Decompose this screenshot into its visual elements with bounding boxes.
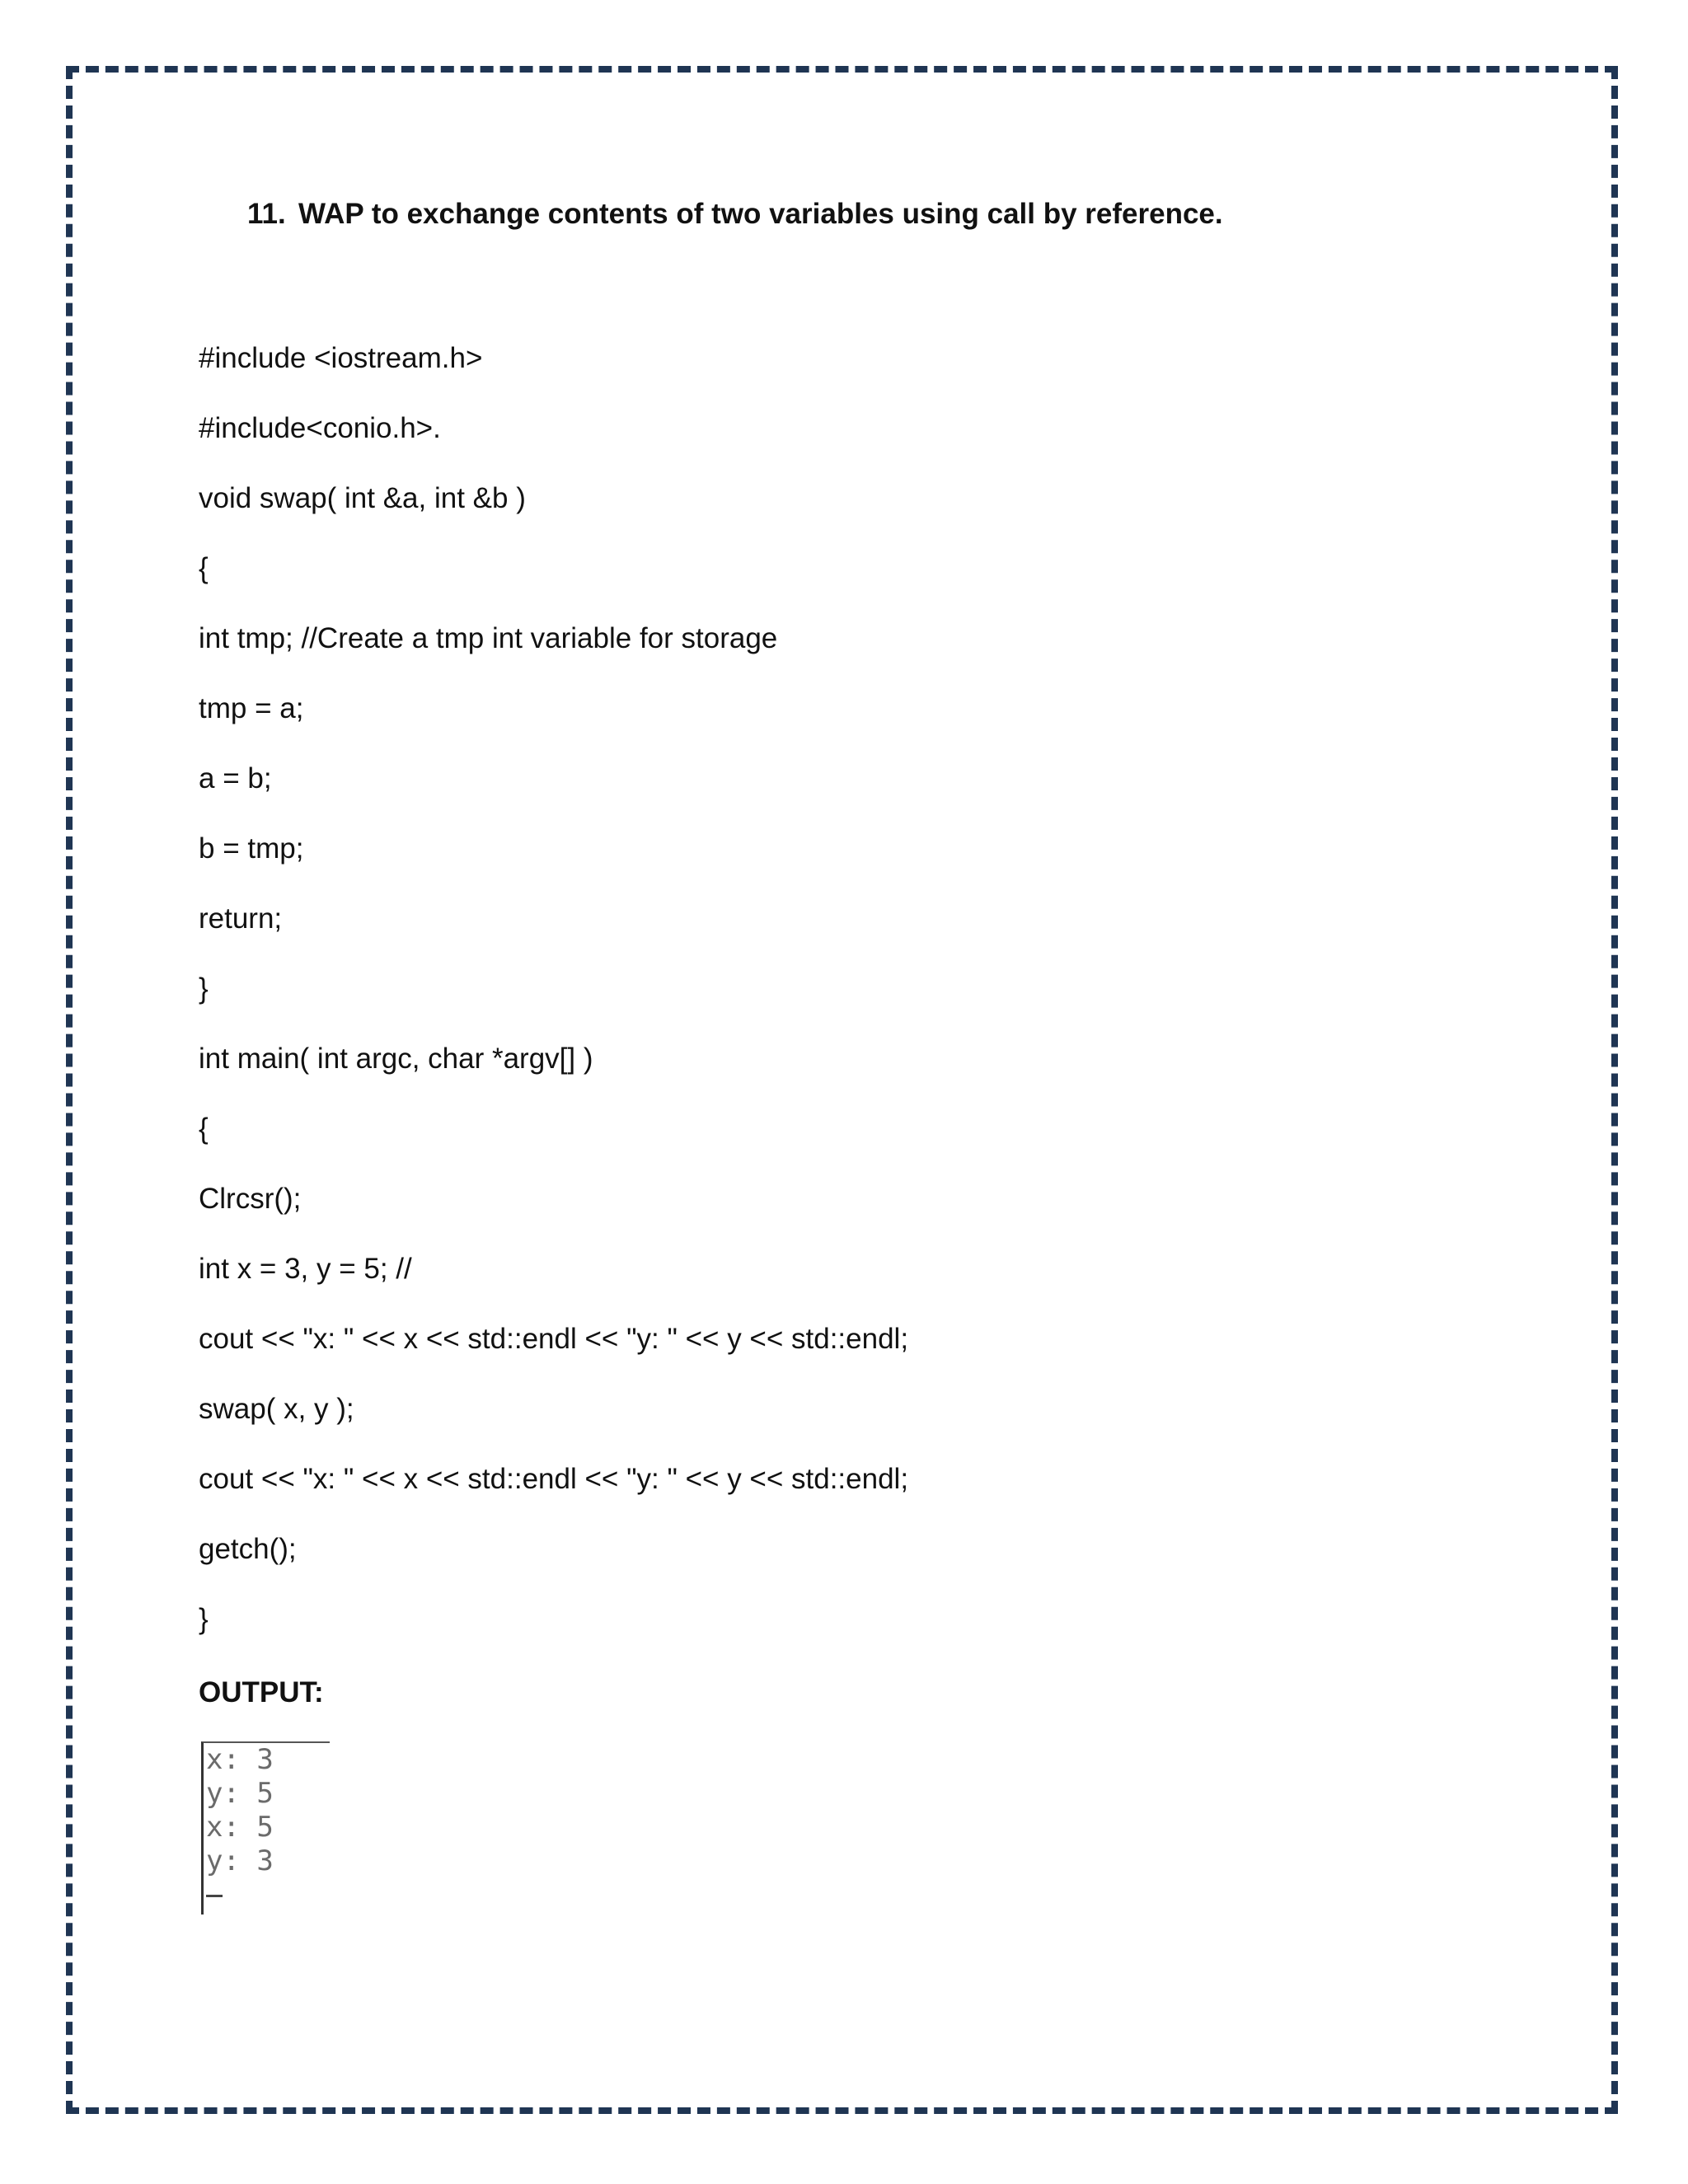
code-line: a = b; <box>199 762 272 794</box>
code-line: b = tmp; <box>199 832 304 865</box>
code-line: { <box>199 552 209 584</box>
code-line: cout << "x: " << x << std::endl << "y: " << y << std::endl; <box>199 1463 909 1495</box>
console-line: x: 3 <box>206 1743 274 1776</box>
code-line: Clrcsr(); <box>199 1183 302 1215</box>
console-line: y: 3 <box>206 1844 274 1877</box>
heading-number: 11. <box>247 198 286 230</box>
console-output-screenshot <box>201 1741 330 1915</box>
console-line: x: 5 <box>206 1811 274 1844</box>
code-line: #include<conio.h>. <box>199 412 441 444</box>
console-line: y: 5 <box>206 1777 274 1810</box>
code-line: int x = 3, y = 5; // <box>199 1253 412 1285</box>
code-line: void swap( int &a, int &b ) <box>199 482 526 514</box>
code-listing <box>199 338 908 1669</box>
output-label: OUTPUT: <box>199 1676 324 1708</box>
page-heading <box>247 198 1223 231</box>
code-line: swap( x, y ); <box>199 1393 354 1425</box>
code-line: int main( int argc, char *argv[] ) <box>199 1043 593 1075</box>
code-line: return; <box>199 902 283 935</box>
code-line: } <box>199 1603 209 1635</box>
code-line: { <box>199 1113 209 1145</box>
heading-text: WAP to exchange contents of two variables using call by reference. <box>298 198 1223 230</box>
code-line: int tmp; //Create a tmp int variable for storage <box>199 622 778 654</box>
code-line: } <box>199 972 209 1005</box>
code-line: #include <iostream.h> <box>199 342 483 374</box>
console-cursor <box>206 1895 223 1897</box>
code-line: tmp = a; <box>199 692 304 724</box>
code-line: getch(); <box>199 1533 297 1565</box>
code-line: cout << "x: " << x << std::endl << "y: " << y << std::endl; <box>199 1323 909 1355</box>
